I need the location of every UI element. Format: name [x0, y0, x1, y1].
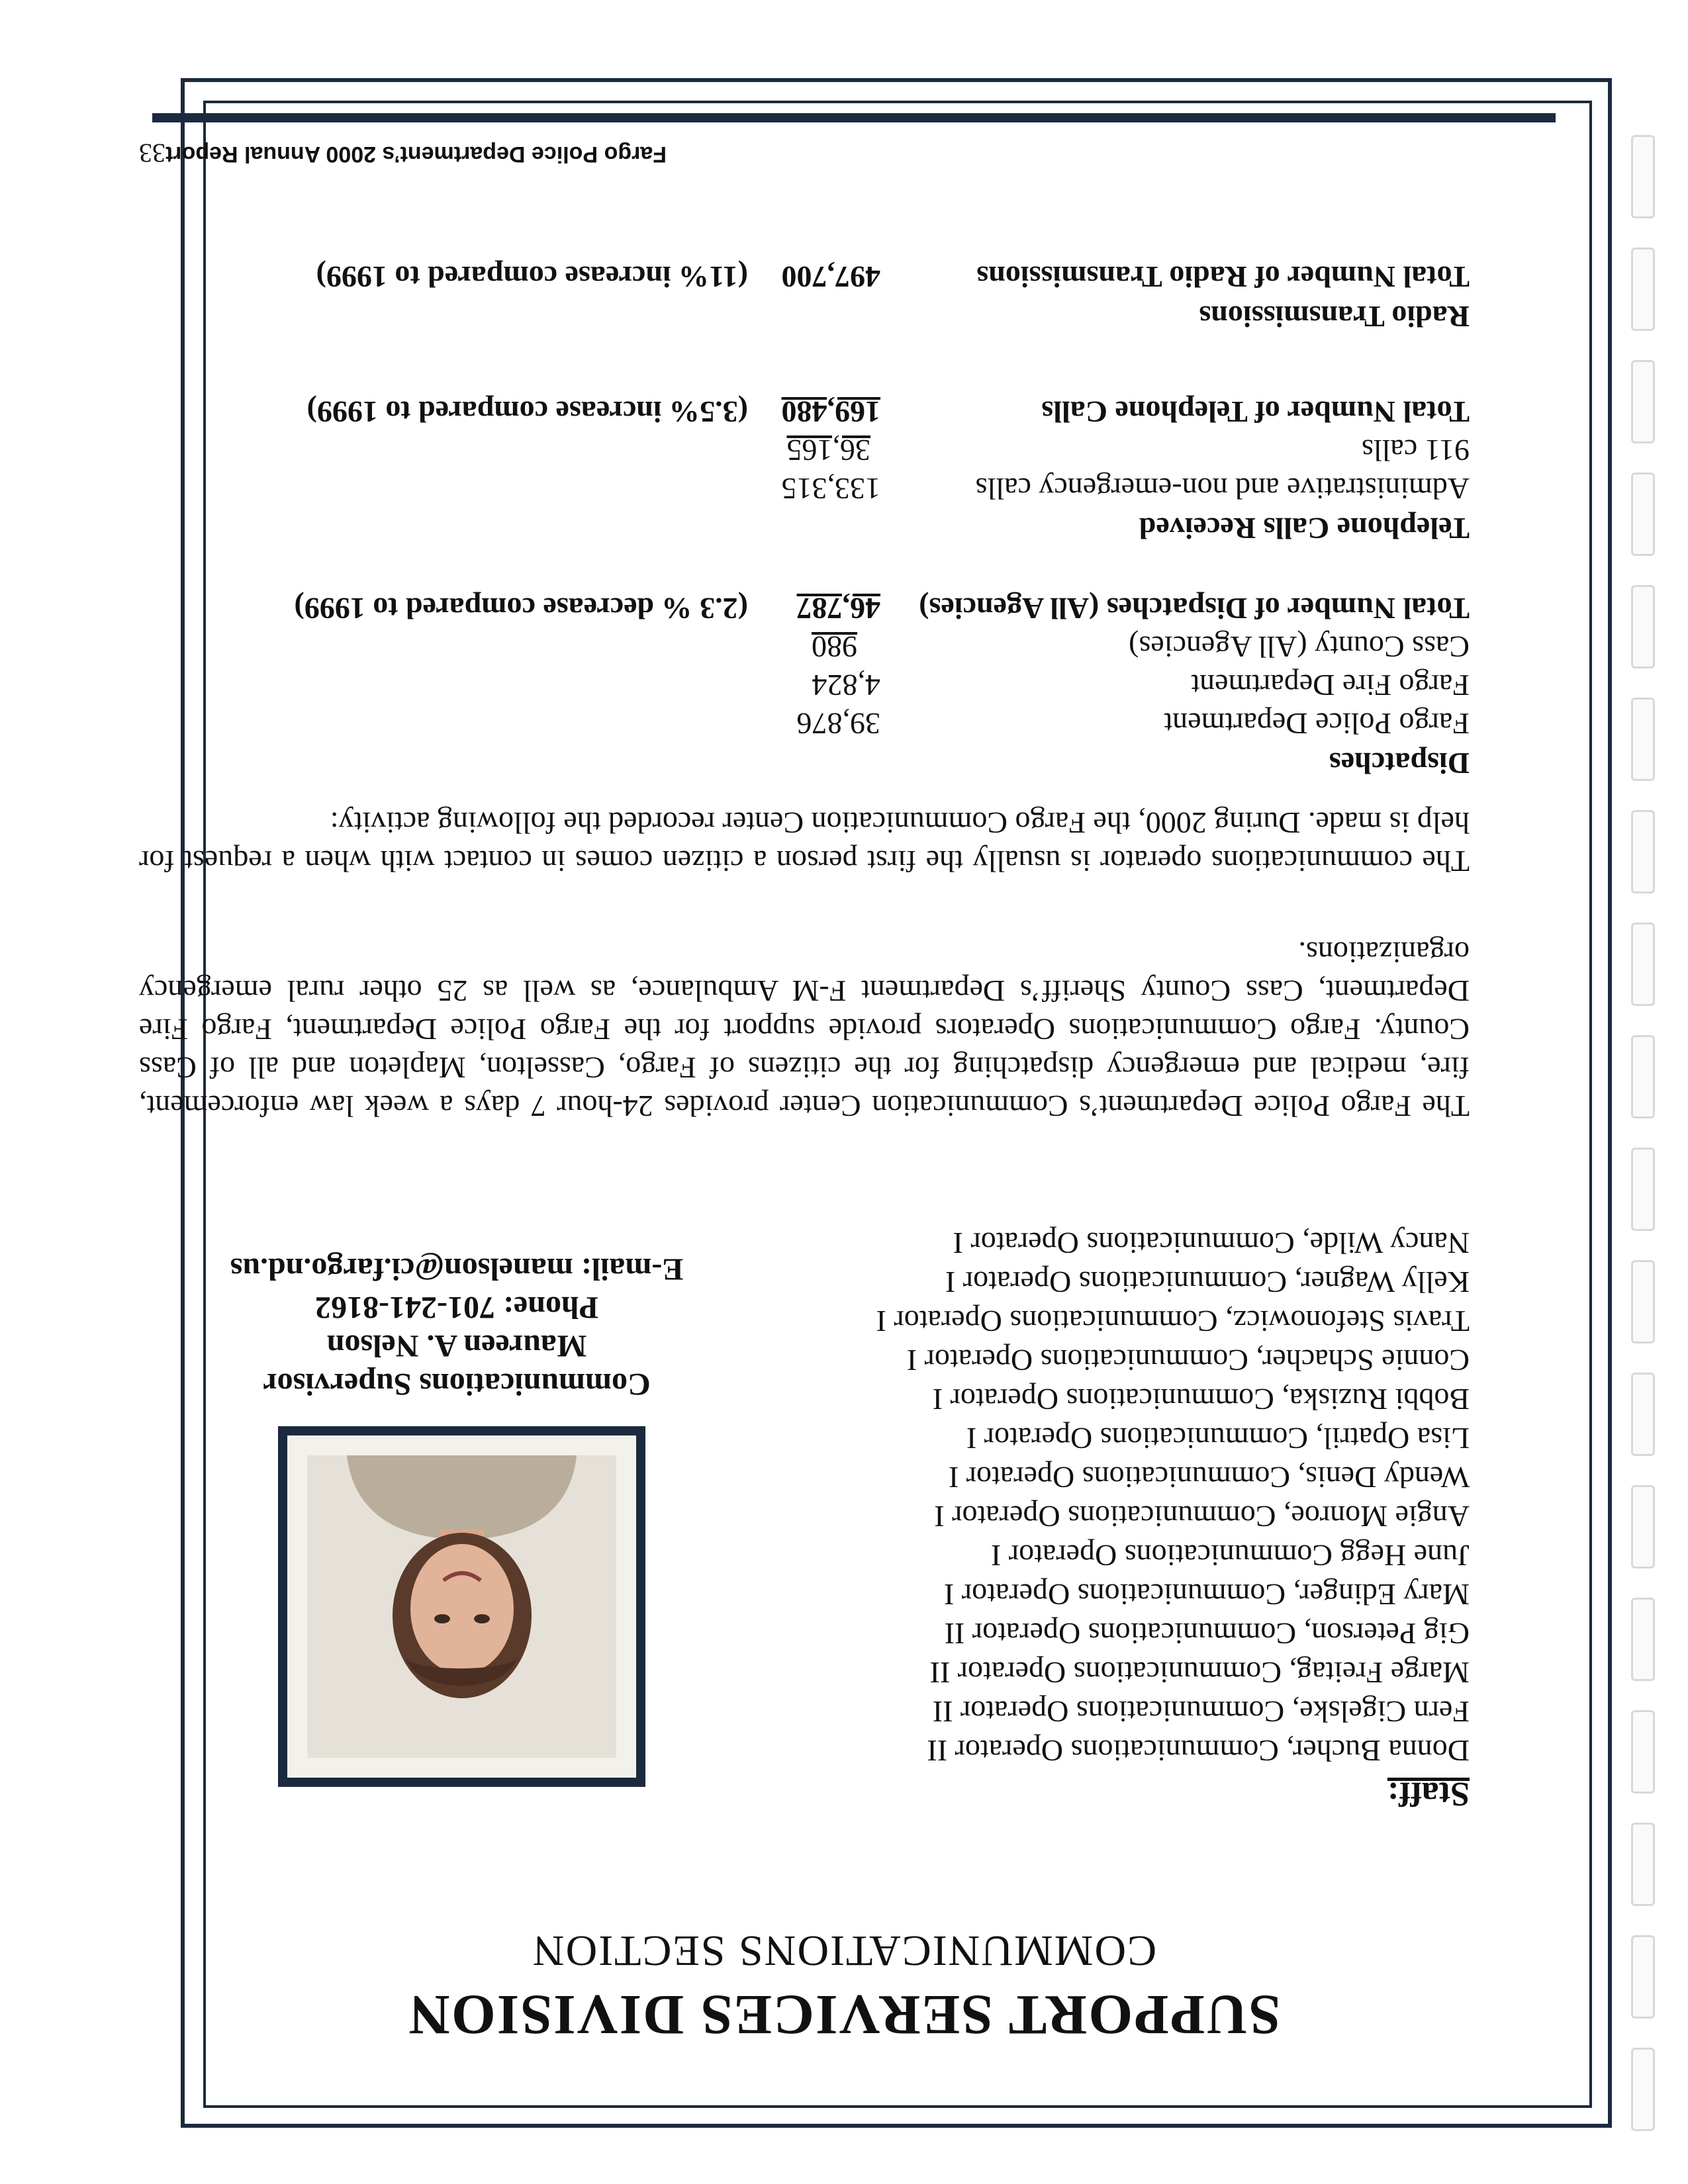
radio-total-note: (11% increase compared to 1999) [316, 260, 748, 294]
radio-total-value: 497,700 [781, 260, 880, 294]
dispatch-row-value: 980 [812, 630, 857, 664]
page-title: SUPPORT SERVICES DIVISION [407, 1983, 1281, 2047]
supervisor-phone: Phone: 701-241-8162 [315, 1290, 598, 1325]
supervisor-photo-frame [278, 1426, 645, 1787]
supervisor-photo [307, 1455, 616, 1758]
radio-total-label: Total Number of Radio Transmissions [976, 260, 1470, 294]
dispatch-row-label: Fargo Police Department [1164, 707, 1470, 741]
activity-paragraph: The communications operator is usually the first person a citizen comes in contact with when a request for help is made. During 2000, the Fargo Communication Center recorded the following activity: [139, 806, 1470, 878]
page-subtitle: COMMUNICATIONS SECTION [531, 1927, 1157, 1975]
staff-member: Nancy Wilde, Communications Operator I [953, 1226, 1470, 1260]
telephone-row-value: 36,165 [786, 433, 870, 467]
staff-member: Marge Freitag, Communications Operator II [929, 1656, 1470, 1690]
dispatch-row-value: 39,876 [796, 707, 880, 741]
dispatch-total-value: 46,787 [796, 592, 880, 625]
staff-member: Kelly Wagner, Communications Operator I [945, 1265, 1470, 1299]
telephone-row-label: Administrative and non-emergency calls [975, 472, 1470, 506]
dispatch-row-label: Cass County (All Agencies) [1129, 630, 1470, 664]
supervisor-contact [205, 1250, 708, 1403]
staff-member: Wendy Denis, Communications Operator I [948, 1461, 1470, 1494]
page-number: 33 [139, 138, 165, 168]
telephone-heading: Telephone Calls Received [1139, 512, 1470, 545]
staff-member: Travis Stefonowicz, Communications Operator I [876, 1304, 1470, 1338]
telephone-total-value: 169,480 [781, 395, 880, 429]
staff-member: June Hegg Communications Operator I [990, 1539, 1470, 1572]
dispatch-total-label: Total Number of Dispatches (All Agencies) [919, 592, 1470, 625]
staff-heading: Staff: [1387, 1775, 1470, 1813]
footer-report-title: Fargo Police Department’s 2000 Annual Report [165, 142, 667, 167]
supervisor-name: Maureen A. Nelson [326, 1328, 587, 1363]
staff-member: Mary Edinger, Communications Operator I [943, 1578, 1470, 1612]
supervisor-email: E-mail: manelson@ci.fargo.nd.us [230, 1251, 684, 1287]
staff-member: Donna Bucher, Communications Operator II [927, 1734, 1470, 1768]
telephone-total-label: Total Number of Telephone Calls [1041, 395, 1470, 429]
staff-list [876, 1224, 1470, 1770]
staff-member: Angie Monroe, Communications Operator I [934, 1500, 1470, 1533]
telephone-total-note: (3.5% increase compared to 1999) [306, 395, 748, 429]
binder-rings [1622, 53, 1662, 2131]
dispatch-row-label: Fargo Fire Department [1191, 668, 1470, 702]
dispatches-heading: Dispatches [1329, 747, 1470, 780]
supervisor-title: Communications Supervisor [263, 1367, 651, 1402]
staff-member: Connie Schacher, Communications Operator I [906, 1343, 1470, 1377]
staff-member: Lisa Opatril, Communications Operator I [966, 1422, 1470, 1455]
radio-heading: Radio Transmissions [1199, 300, 1470, 334]
staff-member: Fern Cigelske, Communications Operator II [932, 1695, 1470, 1729]
intro-paragraph: The Fargo Police Department’s Communication Center provides 24-hour 7 days a week law enforcement, fire, medical and emergency dispatching for the citizens of Fargo, Casselton, Mapleton and all of Cass County. Fargo Communications Operators provide support for the Fargo Police Department, Fargo Fire Department, Cass County Sheriff’s Department F-M Ambulance, as well as 25 other rural emergency organizations. [139, 936, 1470, 1123]
dispatch-row-value: 4,824 [812, 668, 880, 702]
telephone-row-value: 133,315 [781, 472, 880, 506]
footer-rule [152, 113, 1556, 122]
telephone-row-label: 911 calls [1361, 433, 1470, 467]
staff-member: Bobbi Ruziska, Communications Operator I [932, 1383, 1470, 1416]
dispatch-total-note: (2.3 % decrease compared to 1999) [294, 592, 748, 625]
staff-member: Gig Peterson, Communications Operator II [944, 1617, 1470, 1651]
